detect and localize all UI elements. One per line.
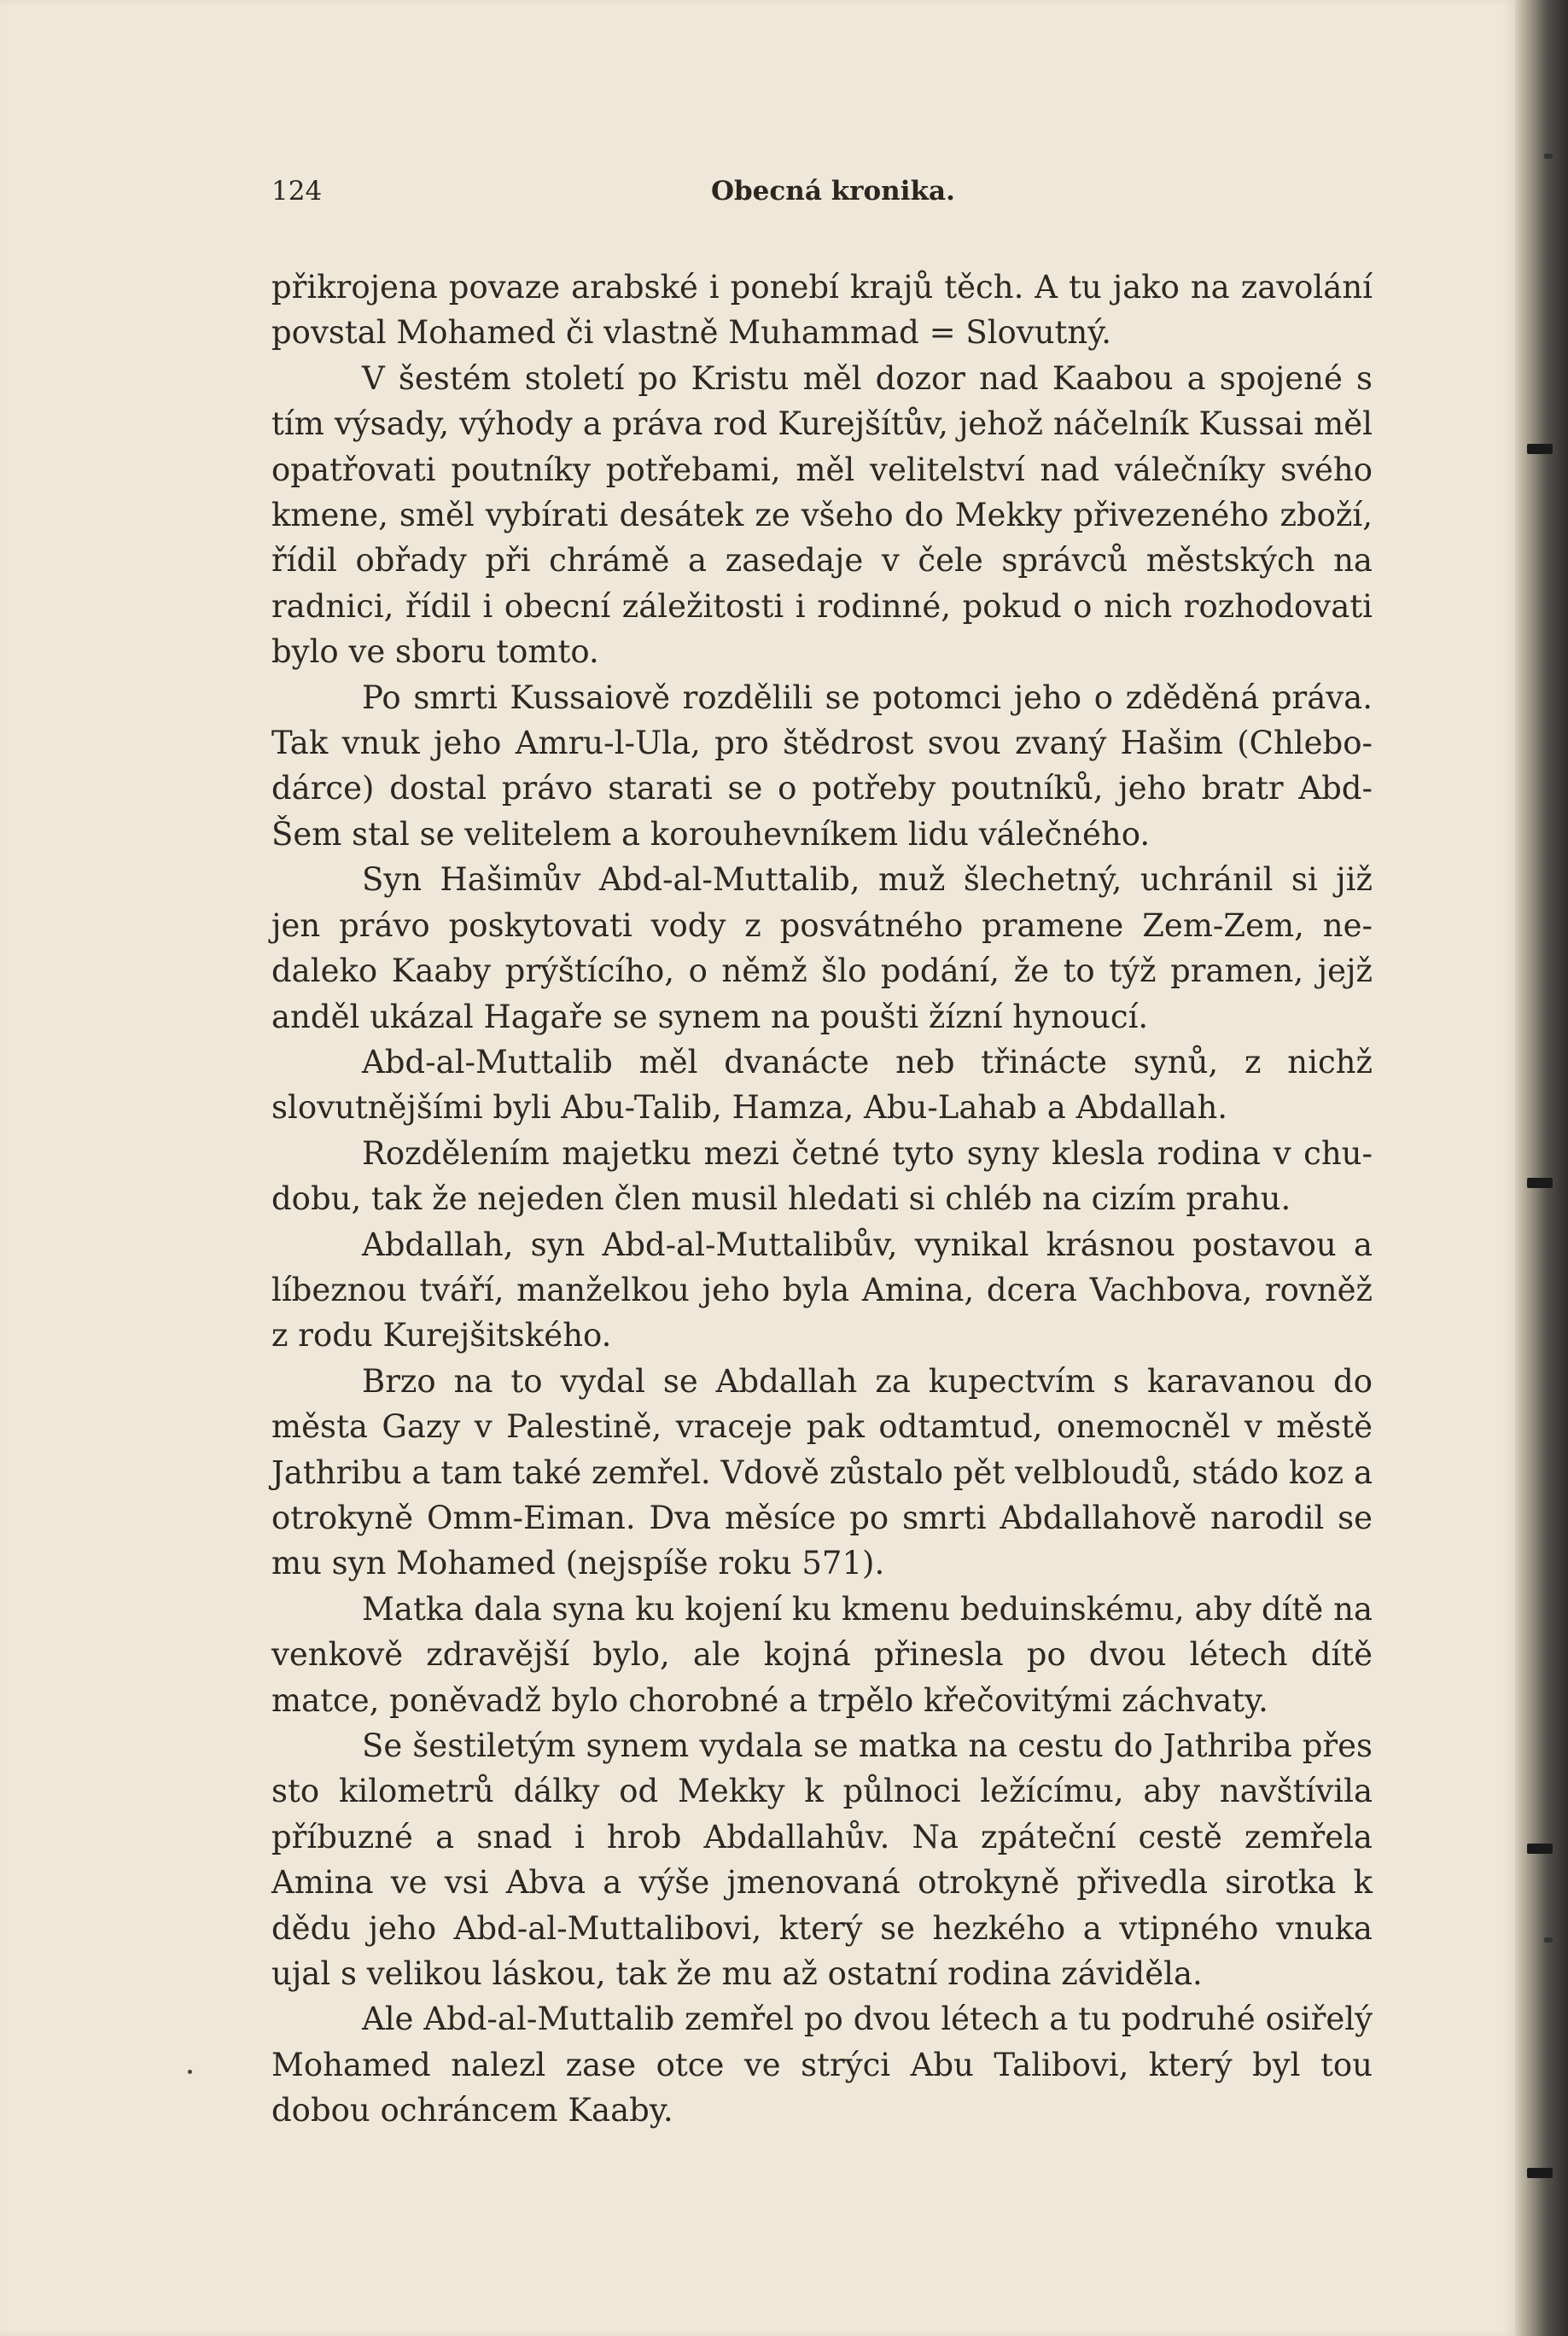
binding-mark bbox=[1527, 2168, 1553, 2178]
body-text bbox=[271, 265, 1373, 2134]
binding-mark bbox=[1527, 444, 1553, 454]
paragraph: Abdallah, syn Abd-al-Muttalibův, vynikal krásnou postavou a líbeznou tváří, manželkou jeho byla Amina, dcera Vachbova, rovněž z rodu Kurejšitského. bbox=[271, 1226, 1373, 1354]
paragraph: Ale Abd-al-Muttalib zemřel po dvou létech a tu podruhé osiřelý Mohamed nalezl zase otce ve strýci Abu Talibovi, který byl tou dobou ochráncem Kaaby. bbox=[271, 2001, 1373, 2129]
page-number: 124 bbox=[271, 176, 323, 207]
paragraph: V šestém století po Kristu měl dozor nad Kaabou a spojené s tím výsady, výhody a práva rod Kurejšítův, jehož náčelník Kussai měl opatřovati poutníky potřebami, měl velitelství nad válečníky svého kmene, směl vybírati desátek ze všeho do Mekky přivezeného zboží, řídil obřady při chrámě a zasedaje v čele správců městských na radnici, řídil i obecní záležitosti i rodinné, pokud o nich rozhodovati bylo ve sboru tomto. bbox=[271, 359, 1373, 671]
binding-mark bbox=[1544, 154, 1553, 159]
book-binding-edge bbox=[1515, 0, 1568, 2336]
paragraph: Se šestiletým synem vydala se matka na cestu do Jathriba přes sto kilometrů dálky od Mekky k půlnoci ležícímu, aby navštívila příbuzné a snad i hrob Abdallahův. Na zpáteční cestě zemřela Amina ve vsi Abva a výše jmenovaná otrokyně přivedla sirotka k dědu jeho Abd-al-Muttalibovi, který se hezkého a vtipného vnuka ujal s velikou láskou, tak že mu až ostatní rodina záviděla. bbox=[271, 1727, 1373, 1993]
page-speck bbox=[188, 2070, 192, 2074]
paragraph: Rozdělením majetku mezi četné tyto syny klesla rodina v chudobu, tak že nejeden člen musil hledati si chléb na cizím prahu. bbox=[271, 1134, 1373, 1218]
binding-mark bbox=[1527, 1178, 1553, 1188]
binding-mark bbox=[1527, 1844, 1553, 1854]
paragraph: Syn Hašimův Abd-al-Muttalib, muž šlechetný, uchránil si již jen právo poskytovati vody z posvátného pramene Zem-Zem, nedaleko Kaaby prýštícího, o němž šlo podání, že to týž pramen, jejž anděl ukázal Hagaře se synem na poušti žízní hynoucí. bbox=[271, 861, 1373, 1035]
paragraph: Brzo na to vydal se Abdallah za kupectvím s karavanou do města Gazy v Palestině, vraceje pak odtamtud, onemocněl v městě Jathribu a tam také zemřel. Vdově zůstalo pět velbloudů, stádo koz a otrokyně Omm-Eiman. Dva měsíce po smrti Abdallahově narodil se mu syn Mohamed (nejspíše roku 571). bbox=[271, 1362, 1373, 1582]
binding-mark bbox=[1544, 1937, 1553, 1943]
paragraph: Matka dala syna ku kojení ku kmenu beduinskému, aby dítě na venkově zdravější bylo, ale kojná přinesla po dvou létech dítě matce, poněvadž bylo chorobné a trpělo křečovitými záchvaty. bbox=[271, 1590, 1373, 1719]
paragraph: přikrojena povaze arabské i ponebí krajů těch. A tu jako na zavolání povstal Mohamed či vlastně Muhammad = Slovutný. bbox=[271, 269, 1373, 352]
paragraph: Abd-al-Muttalib měl dvanácte neb třinácte synů, z nichž slovutnějšími byli Abu-Talib, Hamza, Abu-Lahab a Abdallah. bbox=[271, 1043, 1373, 1127]
running-title: Obecná kronika. bbox=[711, 176, 955, 207]
paragraph: Po smrti Kussaiově rozdělili se potomci jeho o zděděná práva. Tak vnuk jeho Amru-l-Ula, pro štědrost svou zvaný Hašim (Chlebodárce) dostal právo starati se o potřeby poutníků, jeho bratr Abd-Šem stal se velitelem a korouhevníkem lidu válečného. bbox=[271, 679, 1373, 853]
page-header bbox=[271, 171, 1373, 222]
